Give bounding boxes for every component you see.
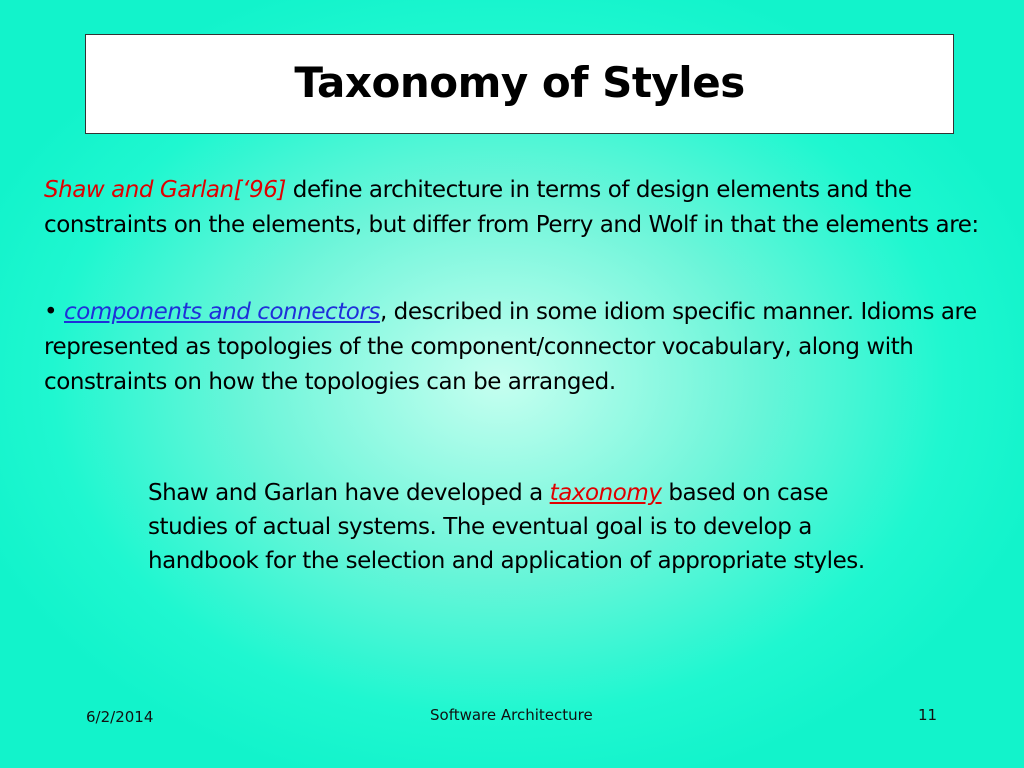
taxonomy-text-before: Shaw and Garlan have developed a [148,480,550,506]
bullet-icon: • [44,299,58,325]
definition-paragraph [44,173,990,243]
citation-text: Shaw and Garlan[‘96] [44,177,286,203]
bullet-paragraph [44,295,990,400]
slide-title: Taxonomy of Styles [294,58,745,107]
page-number: 11 [918,706,938,724]
footer-date: 6/2/2014 [86,708,154,726]
definition-text: define architecture in terms of design elements and the constraints on the elements, but differ from Perry and Wolf in that the elements are: [44,177,979,238]
footer-title: Software Architecture [430,706,593,724]
taxonomy-paragraph [148,476,868,578]
bullet-text: , described in some idiom specific manner. Idioms are represented as topologies of the component/connector vocabulary, along with constraints on how the topologies can be arranged. [44,299,977,395]
components-connectors-link[interactable]: components and connectors [64,299,380,325]
taxonomy-link[interactable]: taxonomy [549,480,662,506]
taxonomy-text-after: based on case studies of actual systems. The eventual goal is to develop a handbook for the selection and application of appropriate styles. [148,480,865,574]
title-box [85,34,954,134]
